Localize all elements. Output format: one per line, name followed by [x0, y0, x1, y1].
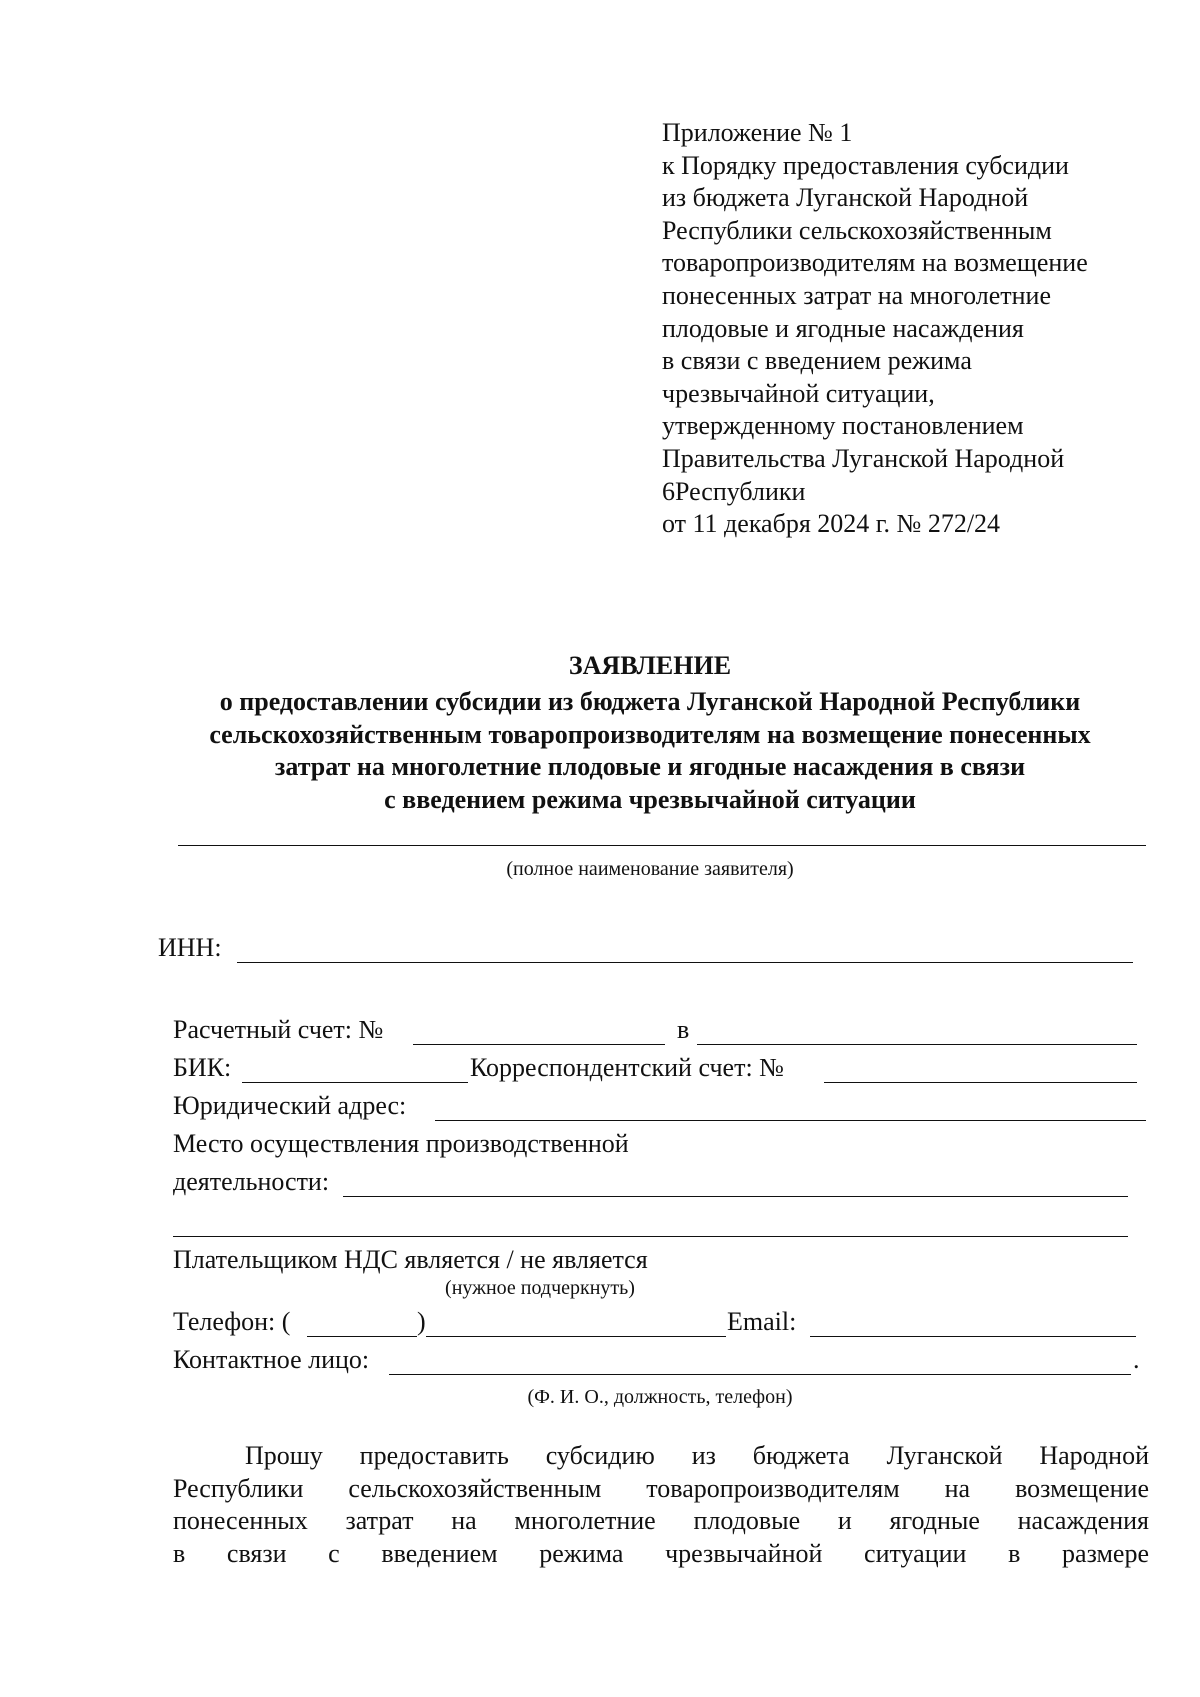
address-label: Юридический адрес: — [173, 1091, 407, 1120]
inn-label: ИНН: — [158, 933, 222, 962]
phone-label: Телефон: ( — [173, 1307, 291, 1336]
appendix-block — [662, 117, 1182, 541]
appendix-line: понесенных затрат на многолетние — [662, 280, 1051, 310]
contact-end-dot: . — [1133, 1345, 1140, 1374]
vat-caption: (нужное подчеркнуть) — [445, 1277, 635, 1299]
phone-number-line[interactable] — [426, 1336, 726, 1337]
appendix-line: Республики сельскохозяйственным — [662, 215, 1052, 245]
appendix-line: к Порядку предоставления субсидии — [662, 150, 1069, 180]
contact-line[interactable] — [389, 1374, 1131, 1375]
paragraph-line: Прошу предоставить субсидию из бюджета Луганской Народной — [245, 1441, 1149, 1470]
account-number-line[interactable] — [413, 1044, 665, 1045]
applicant-caption: (полное наименование заявителя) — [506, 858, 794, 880]
appendix-line: из бюджета Луганской Народной — [662, 183, 1029, 213]
place-label-cont: деятельности: — [173, 1167, 330, 1196]
appendix-line: чрезвычайной ситуации, — [662, 378, 935, 408]
place-line-extra[interactable] — [173, 1236, 1128, 1237]
phone-code-line[interactable] — [307, 1336, 417, 1337]
paragraph-line: Республики сельскохозяйственным товаропроизводителям на возмещение — [173, 1473, 1149, 1503]
address-line[interactable] — [435, 1120, 1146, 1121]
appendix-line: утвержденному постановлением — [662, 411, 1024, 441]
subtitle-line: сельскохозяйственным товаропроизводителям на возмещение понесенных — [209, 719, 1091, 749]
appendix-line: Приложение № 1 — [662, 118, 853, 147]
bik-label: БИК: — [173, 1053, 232, 1082]
appendix-line: плодовые и ягодные насаждения — [662, 313, 1024, 343]
corr-account-label: Корреспондентский счет: № — [470, 1053, 784, 1082]
bank-name-line[interactable] — [697, 1044, 1137, 1045]
paragraph-line: понесенных затрат на многолетние плодовые и ягодные насаждения — [173, 1506, 1149, 1535]
document-subtitle — [150, 686, 1150, 816]
inn-line[interactable] — [237, 962, 1133, 963]
subtitle-line: с введением режима чрезвычайной ситуации — [384, 784, 916, 814]
corr-account-line[interactable] — [824, 1082, 1137, 1083]
email-line[interactable] — [810, 1336, 1136, 1337]
subtitle-line: о предоставлении субсидии из бюджета Луганской Народной Республики — [219, 687, 1081, 716]
appendix-line: от 11 декабря 2024 г. № 272/24 — [662, 509, 1001, 539]
place-line[interactable] — [343, 1196, 1128, 1197]
subtitle-line: затрат на многолетние плодовые и ягодные насаждения в связи — [274, 752, 1026, 781]
appendix-line: в связи с введением режима — [662, 346, 972, 376]
paragraph-line: в связи с введением режима чрезвычайной ситуации в размере — [173, 1538, 1149, 1568]
request-paragraph — [173, 1440, 1149, 1570]
applicant-name-line[interactable] — [178, 845, 1146, 846]
account-in-label: в — [677, 1015, 690, 1044]
phone-close-paren: ) — [417, 1307, 426, 1336]
contact-label: Контактное лицо: — [173, 1345, 370, 1374]
document-title: ЗАЯВЛЕНИЕ — [568, 651, 732, 680]
bik-line[interactable] — [242, 1082, 468, 1083]
appendix-line: товаропроизводителям на возмещение — [662, 248, 1088, 278]
place-label: Место осуществления производственной — [173, 1129, 629, 1158]
appendix-line: 6Республики — [662, 476, 806, 506]
appendix-line: Правительства Луганской Народной — [662, 443, 1065, 473]
vat-status-text[interactable]: Плательщиком НДС является / не является — [173, 1245, 648, 1274]
account-label: Расчетный счет: № — [173, 1015, 384, 1044]
contact-caption: (Ф. И. О., должность, телефон) — [527, 1386, 793, 1408]
email-label: Email: — [727, 1307, 797, 1336]
